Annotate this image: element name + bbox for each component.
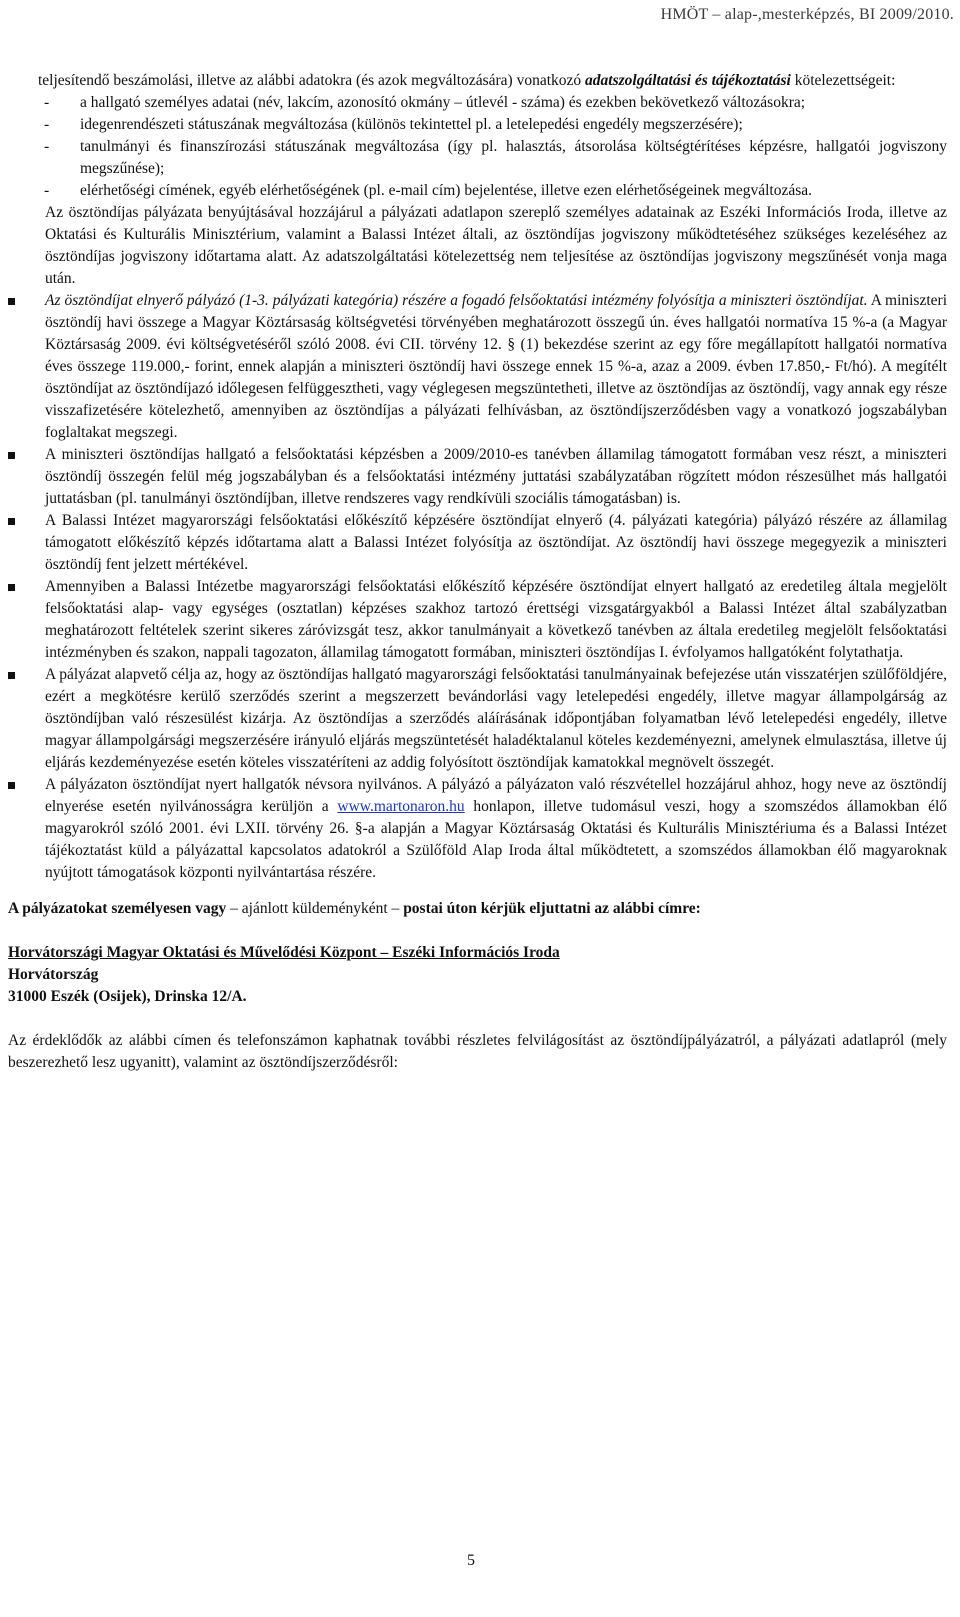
dash-marker: - xyxy=(44,182,50,199)
bullet-text: A Balassi Intézet magyarországi felsőoktatási előkészítő képzésére ösztöndíjat elnyerő (4. pályázati kategória) pályázó részére az államilag támogatott előkészítő képzés időtartama alatt a Balassi Intézet folyósítja az ösztöndíjat. Az ösztöndíj havi összege megegyezik a miniszteri ösztöndíj fent jelzett mértékével. xyxy=(45,512,947,573)
bullet-item xyxy=(8,664,947,774)
page-number: 5 xyxy=(467,1552,475,1569)
submission-bold-c: postai úton kérjük eljuttatni az alábbi címre: xyxy=(403,900,701,917)
bullet-text: honlapon, illetve tudomásul veszi, hogy a szomszédos államokban élő magyarokról szóló 2001. évi LXII. törvény 26. §-a alapján a Magyar Köztársaság Oktatási és Kulturális Minisztériuma és a Balassi Intézet tájékoztatást küld a pályázattal kapcsolatos adatokról a Szülőföld Alap Iroda által működtetett, a szomszédos államokban élő magyaroknak nyújtott támogatások központi nyilvántartása részére. xyxy=(45,798,948,881)
bullet-item xyxy=(8,444,947,510)
submission-bold-a: A pályázatokat személyesen vagy xyxy=(8,900,227,917)
closing-paragraph: Az érdeklődők az alábbi címen és telefonszámon kaphatnak további részletes felvilágosítást az ösztöndíjpályázatról, a pályázati adatlapról (mely beszerezhető lesz ugyanitt), valamint az ösztöndíjszerződésről: xyxy=(8,1032,947,1071)
obligation-text: elérhetőségi címének, egyéb elérhetőségének (pl. e-mail cím) bejelentése, illetve ezen elérhetőségeinek megváltozása. xyxy=(80,182,813,199)
obligation-text: idegenrendészeti státuszának megváltozása (különös tekintettel pl. a letelepedési engedély megszerzésére); xyxy=(80,116,743,133)
submission-instruction xyxy=(8,898,947,920)
dash-marker: - xyxy=(44,138,50,155)
obligation-text: tanulmányi és finanszírozási státuszának megváltozása (így pl. halasztás, átsorolása költségtérítéses képzésre, hallgatói jogviszony megszűnése); xyxy=(80,138,947,177)
bullet-italic-text: Az ösztöndíjat elnyerő pályázó (1-3. pályázati kategória) részére a fogadó felsőoktatási intézmény folyósítja a miniszteri ösztöndíjat. xyxy=(45,292,868,309)
square-bullet-icon xyxy=(8,518,15,525)
martonaron-link[interactable]: www.martonaron.hu xyxy=(337,798,465,815)
intro-paragraph xyxy=(8,70,947,92)
bullet-item xyxy=(8,510,947,576)
dash-marker: - xyxy=(44,94,50,111)
bullet-text: A pályázat alapvető célja az, hogy az ösztöndíjas hallgató magyarországi felsőoktatási tanulmányainak befejezése után visszatérjen szülőföldjére, ezért a megkötésre kerülő szerződés szerint a megszerzett bevándorlási vagy letelepedési engedély, illetve magyar állampolgárság az ösztöndíjban való részesülést kizárja. Az ösztöndíjas a szerződés aláírásának időpontjában folyamatban lévő letelepedési engedély, illetve magyar állampolgársági megszerzésére irányuló eljárás megszüntetését haladéktalanul köteles kezdeményezni, amelynek elmulasztása, illetve új eljárás kezdeményezése esetén köteles visszatéríteni az addig folyósított ösztöndíjak kamatokkal megnövelt összegét. xyxy=(45,666,947,771)
intro-text-c: kötelezettségeit: xyxy=(790,72,896,89)
consent-paragraph: Az ösztöndíjas pályázata benyújtásával hozzájárul a pályázati adatlapon szereplő személyes adatainak az Eszéki Információs Iroda, illetve az Oktatási és Kulturális Minisztérium, valamint a Balassi Intézet általi, az ösztöndíjas jogviszony működtetéséhez szükséges kezeléséhez az ösztöndíjas jogviszony időtartama alatt. Az adatszolgáltatási kötelezettség nem teljesítése az ösztöndíjas jogviszony megszűnését vonja maga után. xyxy=(45,204,947,287)
bullet-text: A miniszteri ösztöndíj havi összege a Magyar Köztársaság költségvetési törvényében meghatározott összegű ún. éves hallgatói normatíva 15 %-a (a Magyar Köztársaság 2009. évi költségvetéséről szóló 2008. évi CII. törvény 12. § (1) bekezdése szerint az egy főre megállapított hallgatói normatíva éves összege 119.000,- forint, ennek alapján a miniszteri ösztöndíj havi összege ennek 15 %-a, azaz a 2009. évben 17.850,- Ft/hó). A megítélt ösztöndíjat az ösztöndíjazó időlegesen felfüggesztheti, vagy véglegesen megszüntetheti, illetve az ösztöndíjas az ösztöndíj, vagy annak egy része visszafizetésére kötelezhető, amennyiben az ösztöndíjas a pályázati felhívásban, az ösztöndíjszerződésben vagy a vonatkozó jogszabályban foglaltakat megszegi. xyxy=(45,292,948,441)
obligation-list xyxy=(8,92,947,202)
bullet-text: Amennyiben a Balassi Intézetbe magyarországi felsőoktatási előkészítő képzésére ösztöndíjat elnyert hallgató az eredetileg általa megjelölt felsőoktatási alap- vagy egységes (osztatlan) képzéses szakhoz tartozó érettségi vizsgatárgyakból a Balassi Intézet által szabályzatban meghatározott feltételek szerint sikeres záróvizsgát tesz, akkor tanulmányait a következő tanévben az általa eredetileg megjelölt felsőoktatási intézményben és szakon, nappali tagozaton, államilag támogatott formában, miniszteri ösztöndíjas I. évfolyamos hallgatóként folytathatja. xyxy=(45,578,947,661)
document-body xyxy=(8,70,947,1074)
submission-normal: – ajánlott küldeményként – xyxy=(226,900,404,917)
bullet-item xyxy=(8,774,947,884)
dash-marker: - xyxy=(44,116,50,133)
intro-text-emphasis: adatszolgáltatási és tájékoztatási xyxy=(585,72,791,89)
address-country: Horvátország xyxy=(8,966,99,983)
bullet-item xyxy=(8,576,947,664)
obligation-item xyxy=(38,180,947,202)
intro-text-a: teljesítendő beszámolási, illetve az alábbi adatokra (és azok megváltozására) vonatkozó xyxy=(38,72,586,89)
square-bullet-icon xyxy=(8,298,15,305)
bullet-text: A pályázaton ösztöndíjat nyert hallgatók névsora nyilvános. A pályázó a pályázaton való részvétellel hozzájárul ahhoz, hogy neve az ösztöndíj elnyerése esetén nyilvánosságra kerüljön a xyxy=(45,776,947,815)
bullet-item xyxy=(8,290,947,444)
square-bullet-icon xyxy=(8,584,15,591)
bullet-list xyxy=(8,290,947,884)
obligation-text: a hallgató személyes adatai (név, lakcím, azonosító okmány – útlevél - száma) és ezekben bekövetkező változásokra; xyxy=(80,94,806,111)
square-bullet-icon xyxy=(8,782,15,789)
address-block xyxy=(8,942,947,1008)
square-bullet-icon xyxy=(8,452,15,459)
obligation-item xyxy=(38,92,947,114)
obligation-item xyxy=(38,114,947,136)
obligation-item xyxy=(38,136,947,180)
address-street: 31000 Eszék (Osijek), Drinska 12/A. xyxy=(8,988,247,1005)
square-bullet-icon xyxy=(8,672,15,679)
running-header: HMÖT – alap-,mesterképzés, BI 2009/2010. xyxy=(660,6,954,23)
address-organization: Horvátországi Magyar Oktatási és Művelődési Központ – Eszéki Információs Iroda xyxy=(8,944,560,961)
bullet-text: A miniszteri ösztöndíjas hallgató a felsőoktatási képzésben a 2009/2010-es tanévben államilag támogatott formában vesz részt, a miniszteri ösztöndíj összegén felül még jogszabályban és a felsőoktatási intézmény juttatási szabályzatában rögzített módon részesülhet más hallgatói juttatásban (pl. tanulmányi ösztöndíjban, illetve rendszeres vagy rendkívüli szociális támogatásban) is. xyxy=(45,446,947,507)
